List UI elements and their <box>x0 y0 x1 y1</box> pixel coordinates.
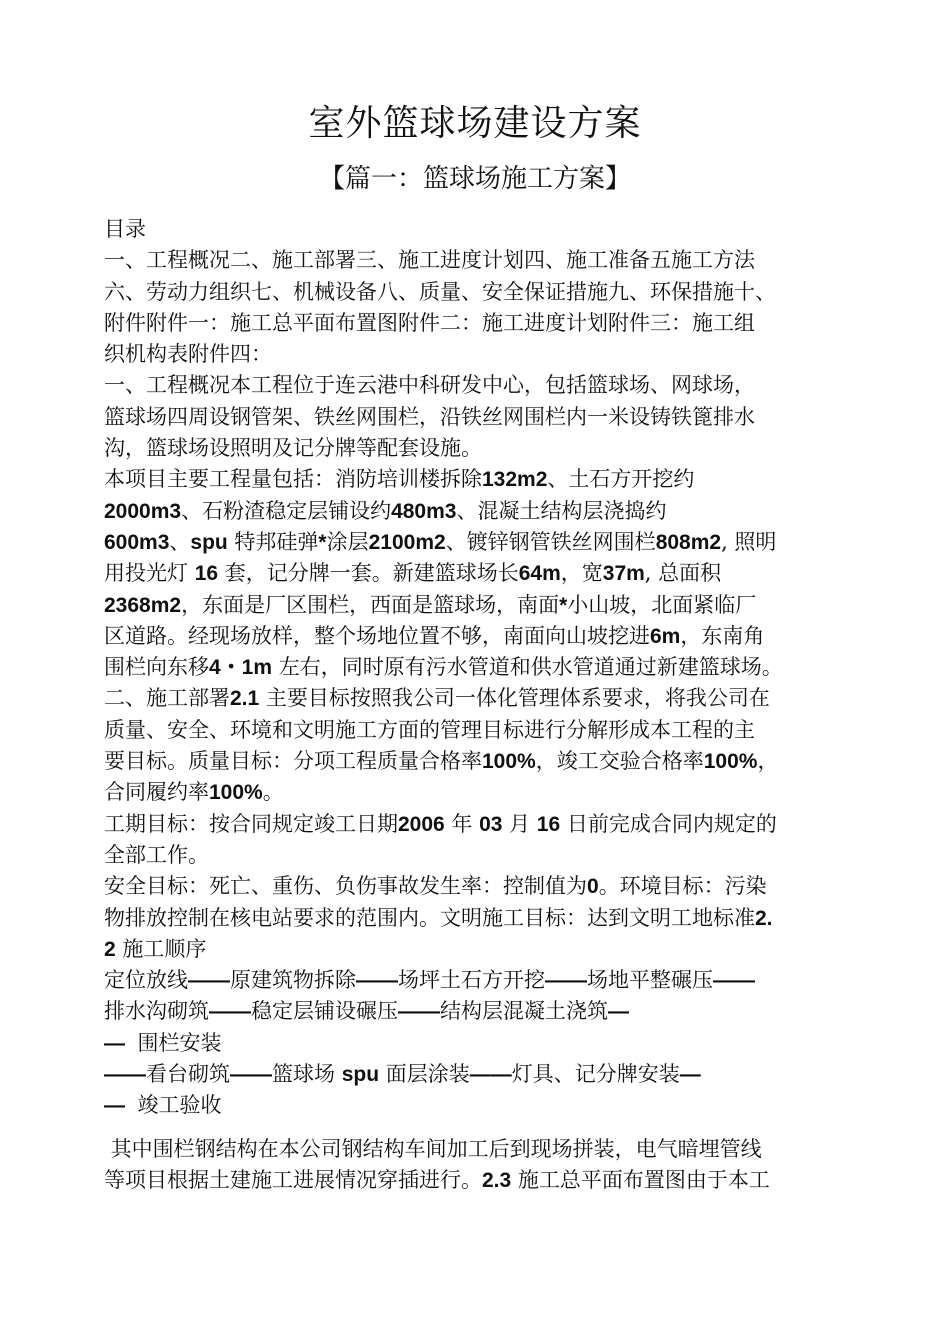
text-run: 。 <box>262 780 284 805</box>
bold-run: 2. <box>755 906 773 930</box>
text-run: ，东南角 <box>680 623 765 648</box>
text-run: 工期目标：按合同规定竣工日期 <box>104 811 398 836</box>
bold-run: 600m3 <box>104 530 170 554</box>
text-line <box>104 996 854 1027</box>
text-run: 区道路。经现场放样，整个场地位置不够，南面向山坡挖进 <box>104 623 650 648</box>
text-run: 其中围栏钢结构在本公司钢结构车间加工后到现场拼装，电气暗埋管线 <box>104 1136 762 1161</box>
text-run: 目录 <box>104 217 146 241</box>
text-line <box>104 746 854 777</box>
text-run: 全部工作。 <box>104 842 209 867</box>
text-run: 安全目标：死亡、重伤、负伤事故发生率：控制值为 <box>104 874 587 899</box>
bold-run: —— <box>545 969 587 993</box>
document-title: 室外篮球场建设方案 <box>308 103 642 144</box>
text-line <box>104 1028 854 1059</box>
document-subtitle: 【篇一：篮球场施工方案】 <box>318 164 631 194</box>
text-line <box>104 1090 854 1121</box>
text-line <box>104 683 854 714</box>
text-line <box>104 277 854 308</box>
text-run: 定位放线 <box>104 968 188 993</box>
text-line <box>104 339 854 370</box>
text-line <box>104 965 854 996</box>
bold-run: 16 <box>194 562 219 586</box>
bold-run: —— <box>356 969 398 993</box>
bold-run: —— <box>398 1000 440 1024</box>
text-run: 物排放控制在核电站要求的范围内。文明施工目标：达到文明工地标准 <box>104 905 755 930</box>
bold-run: — <box>608 1000 629 1024</box>
text-run: 、土石方开挖约 <box>547 467 695 492</box>
bold-run: 16 <box>536 812 561 836</box>
text-line <box>104 590 854 621</box>
text-run: 等项目根据土建施工进展情况穿插进行。 <box>104 1167 482 1192</box>
bold-run: spu <box>190 530 228 554</box>
bold-run: —— <box>469 1063 512 1087</box>
text-line <box>104 903 854 934</box>
text-run: 六、劳动力组织七、机械设备八、质量、安全保证措施九、环保措施十、 <box>104 279 776 304</box>
bold-run: * <box>559 593 568 617</box>
text-line <box>104 1059 854 1090</box>
bold-run: 03 <box>479 812 503 836</box>
text-run: 面层涂装 <box>379 1062 470 1087</box>
bold-run: 100% <box>482 750 536 774</box>
bold-run: 37m <box>602 562 645 586</box>
text-run: 本项目主要工程量包括：消防培训楼拆除 <box>104 467 482 492</box>
bold-run: —— <box>230 1063 272 1087</box>
text-run: ，竣工交验合格率 <box>535 749 704 774</box>
bold-run: 6m <box>650 624 681 648</box>
bold-run: 2.3 <box>482 1168 512 1192</box>
text-line <box>104 245 854 276</box>
bold-run: 808m2 <box>655 530 722 554</box>
bold-run: 4・1m <box>209 656 273 680</box>
bold-run: 2100m2 <box>368 530 446 554</box>
text-run: 月 <box>502 811 537 836</box>
text-run: 织机构表附件四： <box>104 342 272 367</box>
text-line <box>104 1134 854 1165</box>
text-run: 特邦硅弹 <box>227 529 319 554</box>
text-run: 年 <box>444 811 480 836</box>
text-line <box>104 308 854 339</box>
bold-run: * <box>318 530 327 554</box>
bold-run: —— <box>713 969 755 993</box>
text-run: 看台砌筑 <box>146 1062 230 1087</box>
text-line <box>104 621 854 652</box>
text-line <box>104 840 854 871</box>
bold-run: 100% <box>703 750 758 774</box>
text-run: 施工顺序 <box>115 936 207 961</box>
bold-run: —— <box>209 1000 251 1024</box>
text-run: 排水沟砌筑 <box>104 999 209 1024</box>
bold-run: —— <box>188 969 230 993</box>
text-run: , 总面积 <box>644 561 722 586</box>
text-run: 小山坡，北面紧临厂 <box>567 592 757 617</box>
text-run: 竣工验收 <box>130 1093 222 1118</box>
bold-run: — <box>679 1063 701 1087</box>
document-body <box>104 214 854 1196</box>
text-run: 稳定层铺设碾压 <box>251 999 398 1024</box>
text-run: 日前完成合同内规定的 <box>560 811 777 836</box>
text-run: 一、工程概况二、施工部署三、施工进度计划四、施工准备五施工方法 <box>104 248 755 273</box>
text-line <box>104 777 854 808</box>
text-run: 、石粉渣稳定层铺设约 <box>181 498 392 523</box>
text-line <box>104 652 854 683</box>
text-run: , 照明 <box>721 529 777 554</box>
text-run: 主要目标按照我公司一体化管理体系要求，将我公司在 <box>259 686 770 711</box>
bold-run: 2.1 <box>230 687 260 711</box>
bold-run: 2006 <box>398 812 445 836</box>
text-line <box>104 402 854 433</box>
bold-run: 2000m3 <box>104 499 182 523</box>
bold-run: 64m <box>518 562 561 586</box>
text-run: ，东面是厂区围栏，西面是篮球场，南面 <box>181 592 560 617</box>
text-run: 附件附件一：施工总平面布置图附件二：施工进度计划附件三：施工组 <box>104 310 755 335</box>
text-run: 二、施工部署 <box>104 686 230 711</box>
bold-run: 2368m2 <box>104 593 182 617</box>
text-run: 篮球场 <box>272 1062 342 1087</box>
text-line <box>104 809 854 840</box>
text-run: 套，记分牌一套。新建篮球场长 <box>218 561 519 586</box>
text-run: 左右，同时原有污水管道和供水管道通过新建篮球场。 <box>272 655 783 680</box>
text-run: 场地平整碾压 <box>587 968 713 993</box>
text-run: 灯具、记分牌安装 <box>511 1062 680 1087</box>
text-run: 、混凝土结构层浇捣约 <box>456 498 667 523</box>
text-line <box>104 715 854 746</box>
text-line <box>104 496 854 527</box>
text-line <box>104 433 854 464</box>
bold-run: 100% <box>209 781 263 805</box>
text-run: 合同履约率 <box>104 780 209 805</box>
text-line <box>104 370 854 401</box>
text-run: 沟，篮球场设照明及记分牌等配套设施。 <box>104 436 482 461</box>
bold-run: 0 <box>587 875 599 899</box>
text-run: 涂层 <box>326 529 369 554</box>
text-run: 质量、安全、环境和文明施工方面的管理目标进行分解形成本工程的主 <box>104 717 755 742</box>
text-run: 、 <box>169 529 191 554</box>
bold-run: 2 <box>104 937 116 961</box>
bold-run: — <box>104 1031 131 1055</box>
text-run: 要目标。质量目标：分项工程质量合格率 <box>104 749 482 774</box>
text-run: 用投光灯 <box>104 561 195 586</box>
text-run: 围栏向东移 <box>104 655 209 680</box>
text-run: 。环境目标：污染 <box>598 874 767 899</box>
text-line <box>104 464 854 495</box>
text-line <box>104 214 854 245</box>
text-line <box>104 871 854 902</box>
text-run: 一、工程概况本工程位于连云港中科研发中心，包括篮球场、网球场， <box>104 373 755 398</box>
text-run: 、镀锌钢管铁丝网围栏 <box>445 529 656 554</box>
text-run: 原建筑物拆除 <box>230 968 356 993</box>
bold-run: — <box>104 1094 131 1118</box>
text-run: ， <box>757 749 779 774</box>
bold-run: 132m2 <box>482 468 548 492</box>
text-line <box>104 1165 854 1196</box>
text-line <box>104 558 854 589</box>
text-run: 施工总平面布置图由于本工 <box>511 1167 770 1192</box>
bold-run: 480m3 <box>391 499 457 523</box>
bold-run: —— <box>104 1063 146 1087</box>
text-run: ，宽 <box>560 561 603 586</box>
text-run: 围栏安装 <box>130 1030 222 1055</box>
text-line <box>104 527 854 558</box>
text-run: 篮球场四周设钢管架、铁丝网围栏，沿铁丝网围栏内一米设铸铁篦排水 <box>104 404 755 429</box>
text-run: 场坪土石方开挖 <box>398 968 545 993</box>
text-line <box>104 934 854 965</box>
bold-run: spu <box>341 1063 380 1087</box>
text-run: 结构层混凝土浇筑 <box>440 999 608 1024</box>
